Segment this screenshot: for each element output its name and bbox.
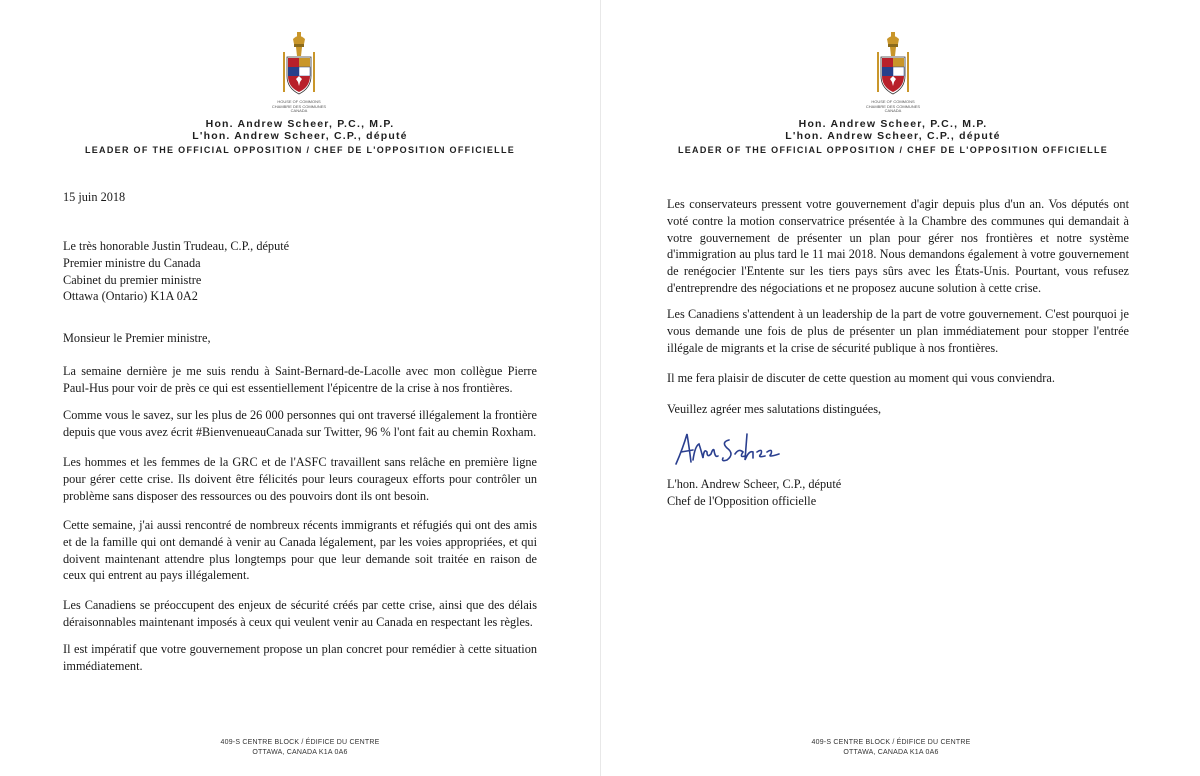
body-paragraph: Il est impératif que votre gouvernement propose un plan concret pour remédier à cette situation immédiatement. [63, 642, 537, 673]
house-of-commons-crest-icon [269, 30, 329, 100]
crest-caption [269, 100, 329, 114]
crest-caption-line: CANADA [884, 108, 902, 113]
sender-title: LEADER OF THE OFFICIAL OPPOSITION / CHEF DE L'OPPOSITION OFFICIELLE [84, 145, 516, 155]
recipient-line: Cabinet du premier ministre [63, 272, 202, 287]
body-paragraph: Cette semaine, j'ai aussi rencontré de nombreux récents immigrants et réfugiés qui ont des amis et de la famille qui ont demandé à venir au Canada légalement, par les voies appropriées, et qui doivent maintenant attendre plus longtemps pour que leur demande soit traitée en raison de ceux qui entrent au pays illégalement. [63, 518, 537, 583]
letterhead-header [0, 118, 600, 157]
recipient-line: Premier ministre du Canada [63, 255, 201, 270]
crest-caption-line: HOUSE OF COMMONS [277, 99, 321, 104]
letterhead-header [593, 118, 1193, 157]
crest-caption-line: CHAMBRE DES COMMUNES [271, 103, 327, 109]
letter-date: 15 juin 2018 [63, 190, 126, 204]
recipient-line: Le très honorable Justin Trudeau, C.P., député [63, 239, 290, 253]
sender-name-fr: L'hon. Andrew Scheer, C.P., député [192, 130, 408, 142]
crest-caption-line: CANADA [290, 108, 308, 113]
body-paragraph: Les Canadiens s'attendent à un leadership de la part de votre gouvernement. C'est pourquoi je vous demande une fois de plus de présenter un plan immédiatement pour stopper l'entrée illégale de migrants et la crise de sécurité publique à nos frontières. [667, 307, 1129, 355]
house-of-commons-crest-icon [863, 30, 923, 100]
sign-off-block [667, 476, 841, 510]
footer-line: OTTAWA, CANADA K1A 0A6 [252, 748, 348, 756]
body-paragraph: Il me fera plaisir de discuter de cette question au moment qui vous conviendra. [667, 371, 1055, 385]
signature-icon [673, 428, 783, 470]
recipient-line: Ottawa (Ontario) K1A 0A2 [63, 289, 198, 304]
page-footer [0, 738, 600, 757]
body-paragraph: Les Canadiens se préoccupent des enjeux de sécurité créés par cette crise, ainsi que des délais déraisonnables maintenant imposés à ceux qui veulent venir au Canada en respectant les règles. [63, 598, 537, 629]
sender-name-fr: L'hon. Andrew Scheer, C.P., député [785, 130, 1001, 142]
body-paragraph: Les conservateurs pressent votre gouvernement d'agir depuis plus d'un an. Vos députés ont voté contre la motion conservatrice présentée à la Chambre des communes qui demandait à votre gouvernement de présenter un plan pour gérer nos frontières et notre système d'immigration au plus tard le 11 mai 2018. Nous demandons également à votre gouvernement de renégocier l'Entente sur les tiers pays sûrs avec les États-Unis. Pourtant, vous refusez d'entreprendre des négociations et ne proposez aucune solution à cette crise. [667, 197, 1129, 295]
crest-caption-line: HOUSE OF COMMONS [871, 99, 915, 104]
crest-caption-line: CHAMBRE DES COMMUNES [865, 103, 921, 109]
page-footer [591, 738, 1191, 757]
salutation: Monsieur le Premier ministre, [63, 331, 211, 345]
letter-page-2 [600, 0, 1200, 776]
sender-name-en: Hon. Andrew Scheer, P.C., M.P. [798, 118, 988, 130]
body-paragraph: Les hommes et les femmes de la GRC et de l'ASFC travaillent sans relâche en première ligne pour gérer cette crise. Ils doivent être félicités pour leurs courageux efforts pour contrôler un problème sans disposer des ressources ou des pouvoirs dont ils ont besoin. [63, 455, 537, 503]
footer-line: 409-S CENTRE BLOCK / ÉDIFICE DU CENTRE [220, 739, 380, 746]
sign-off-line: Chef de l'Opposition officielle [667, 493, 817, 508]
sender-title: LEADER OF THE OFFICIAL OPPOSITION / CHEF DE L'OPPOSITION OFFICIELLE [677, 145, 1109, 155]
closing-line: Veuillez agréer mes salutations distinguées, [667, 402, 882, 416]
footer-line: 409-S CENTRE BLOCK / ÉDIFICE DU CENTRE [811, 739, 971, 746]
sign-off-line: L'hon. Andrew Scheer, C.P., député [667, 477, 842, 491]
sender-name-en: Hon. Andrew Scheer, P.C., M.P. [205, 118, 395, 130]
body-paragraph: Comme vous le savez, sur les plus de 26 000 personnes qui ont traversé illégalement la frontière depuis que vous avez écrit #BienvenueauCanada sur Twitter, 96 % l'ont fait au chemin Roxham. [63, 408, 537, 439]
recipient-address [63, 238, 289, 305]
crest-caption [863, 100, 923, 114]
body-paragraph: La semaine dernière je me suis rendu à Saint-Bernard-de-Lacolle avec mon collègue Pierre Paul-Hus pour voir de près ce qui est essentiellement l'épicentre de la crise à nos frontières. [63, 364, 537, 395]
footer-line: OTTAWA, CANADA K1A 0A6 [843, 748, 939, 756]
